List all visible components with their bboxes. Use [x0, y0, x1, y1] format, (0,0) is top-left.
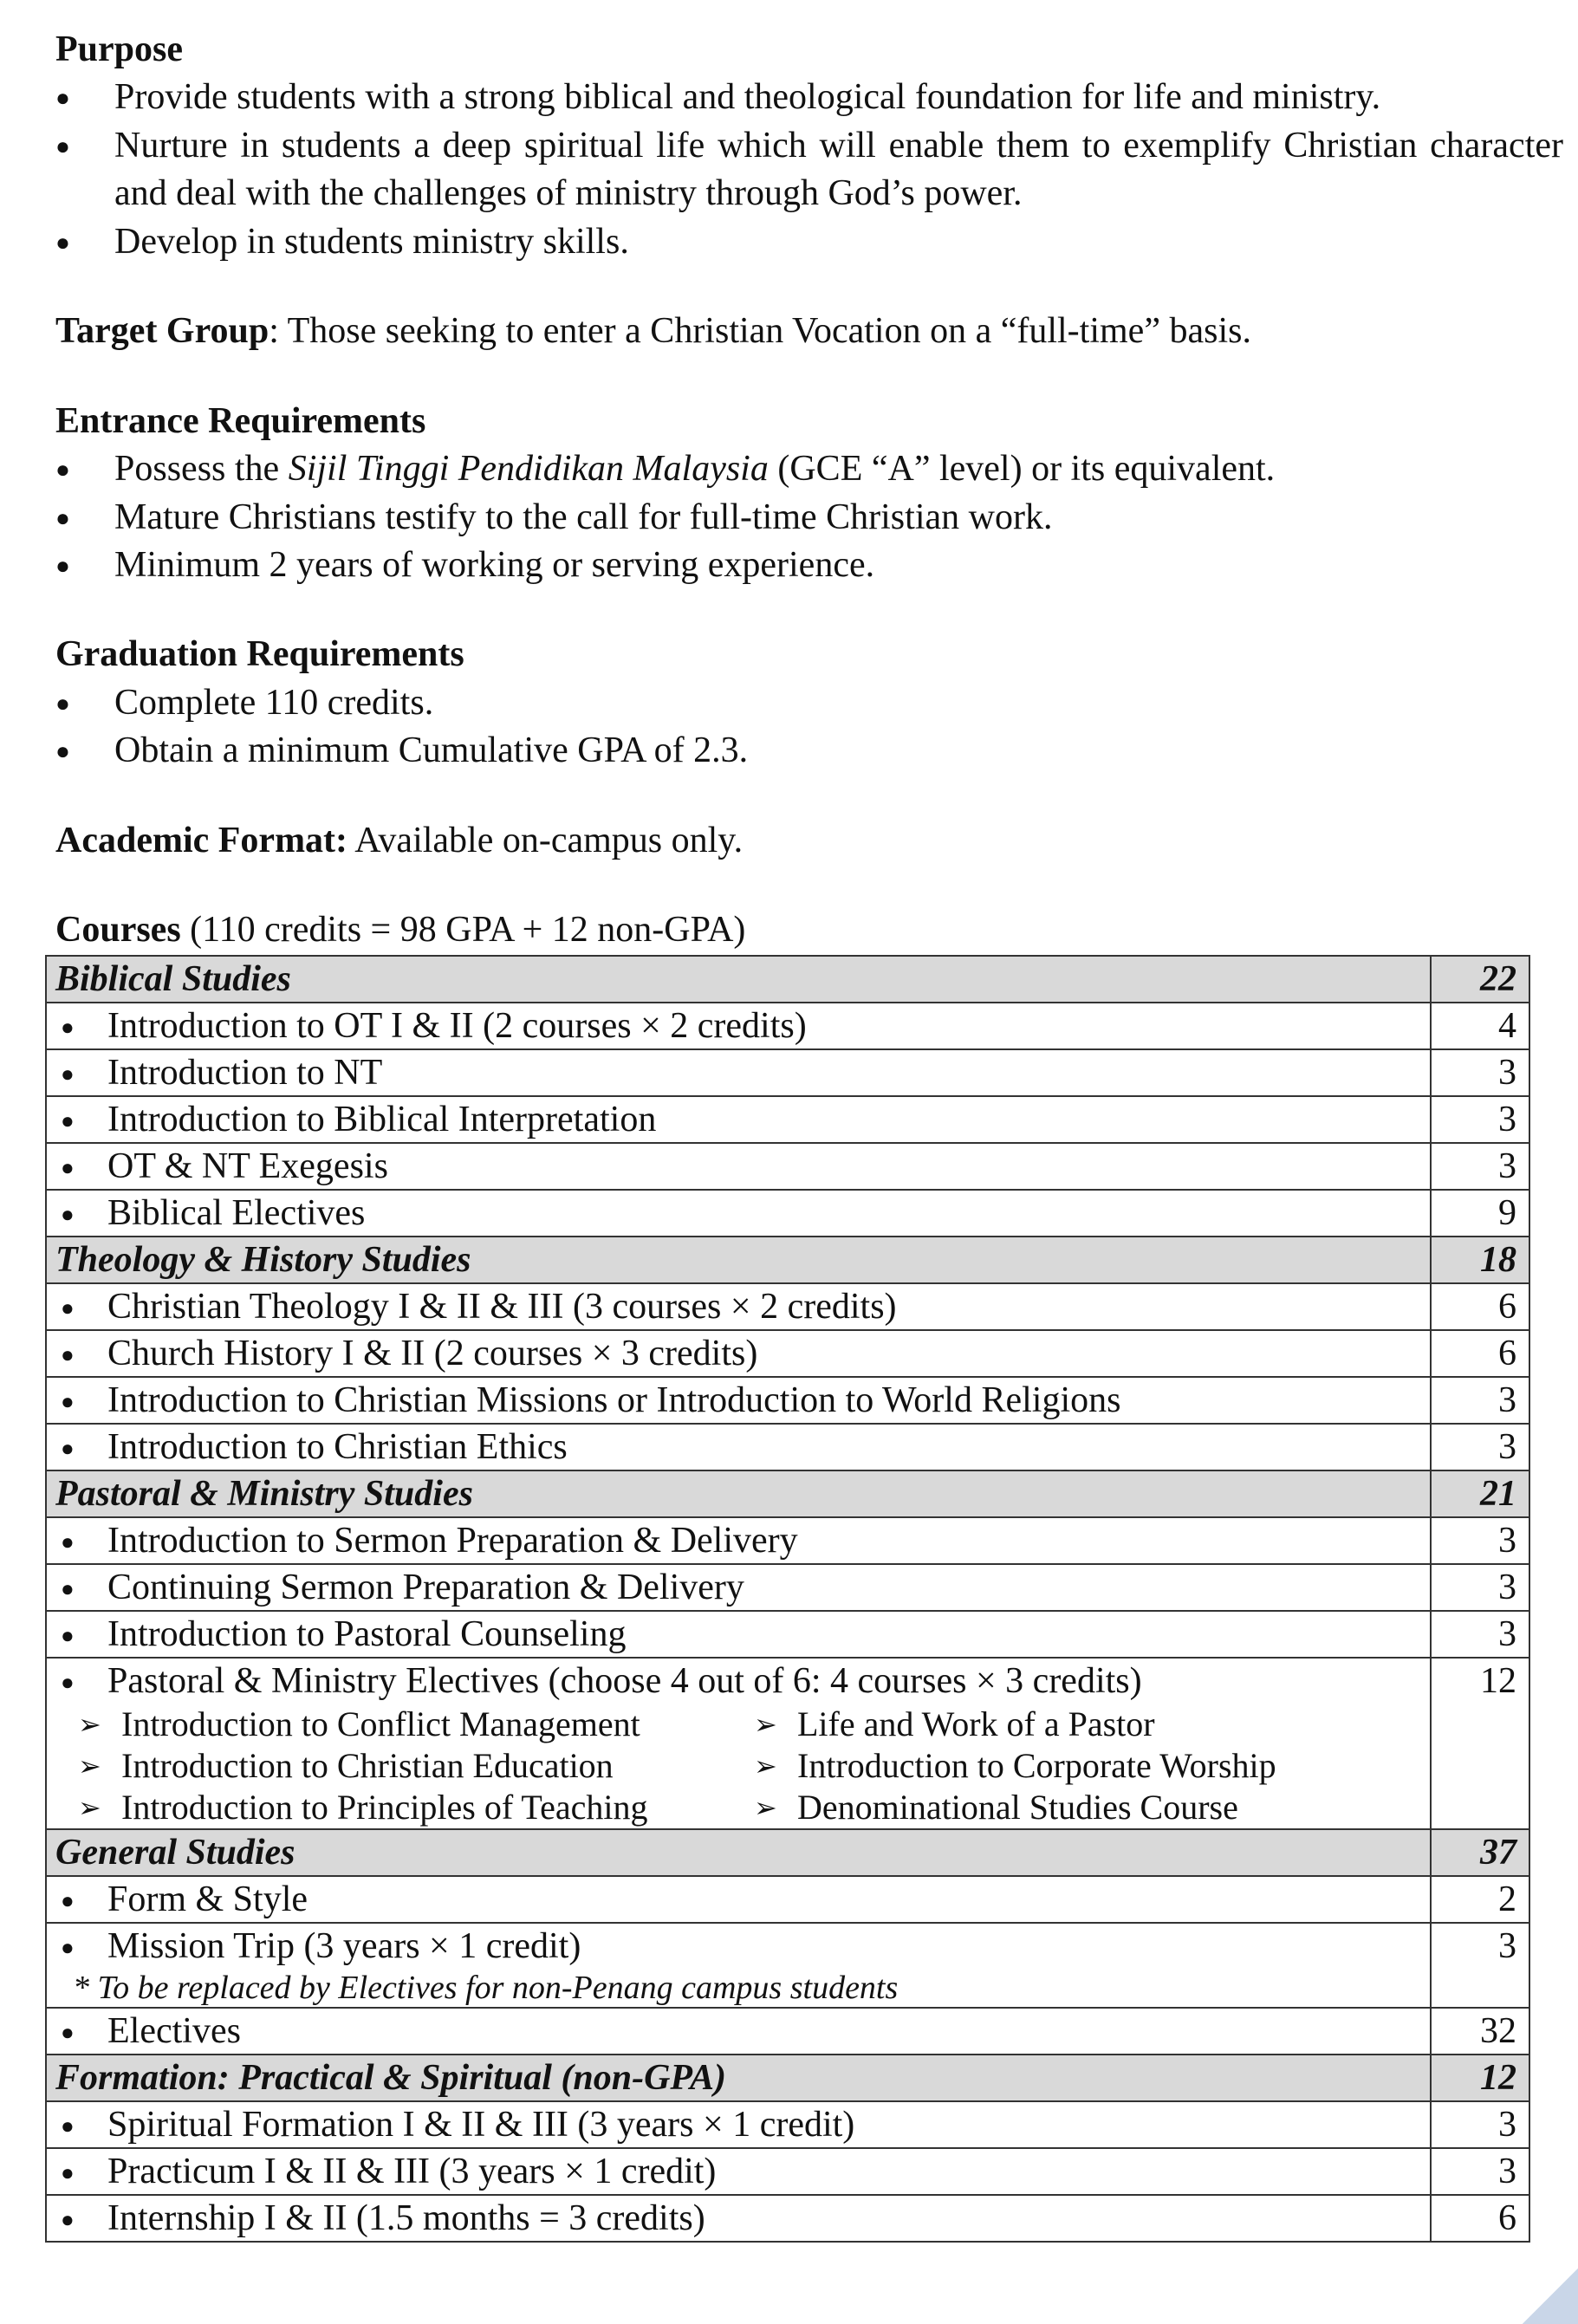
arrow-bullet-icon: ➢: [754, 1708, 777, 1740]
courses-label: Courses: [55, 910, 181, 951]
course-row: [46, 1517, 1529, 1564]
course-credits: 3: [1431, 2148, 1529, 2195]
course-name: Church History I & II (2 courses × 3 credits): [107, 1333, 758, 1373]
course-credits: 3: [1431, 1424, 1529, 1470]
course-name: Biblical Electives: [107, 1192, 366, 1233]
arrow-bullet-icon: ➢: [78, 1749, 101, 1782]
course-row: [46, 1611, 1529, 1658]
graduation-section: [55, 631, 1563, 775]
purpose-heading: Purpose: [55, 29, 183, 69]
arrow-bullet-icon: ➢: [754, 1791, 777, 1823]
course-name: Pastoral & Ministry Electives (choose 4 out of 6: 4 courses × 3 credits): [107, 1660, 1142, 1701]
courses-table: [45, 955, 1530, 2243]
bullet-icon: ●: [61, 1669, 75, 1695]
courses-text: (110 credits = 98 GPA + 12 non-GPA): [180, 910, 746, 951]
course-row: [46, 1143, 1529, 1190]
entrance-section: [55, 398, 1563, 590]
course-row: [46, 1876, 1529, 1923]
course-row: [46, 1283, 1529, 1330]
category-total: 21: [1431, 1470, 1529, 1517]
course-credits: 32: [1431, 2008, 1529, 2055]
arrow-bullet-icon: ➢: [754, 1749, 777, 1782]
course-name: OT & NT Exegesis: [107, 1146, 388, 1186]
course-row: [46, 1330, 1529, 1377]
course-name: Internship I & II (1.5 months = 3 credits): [107, 2197, 705, 2238]
entrance-item: [55, 445, 1563, 493]
elective-option: ➢ Denominational Studies Course: [754, 1787, 1238, 1827]
category-total: 22: [1431, 956, 1529, 1003]
arrow-bullet-icon: ➢: [78, 1791, 101, 1823]
category-row: [46, 956, 1529, 1003]
bullet-icon: ●: [61, 1575, 75, 1601]
graduation-list: [55, 679, 1563, 776]
academic-format-label: Academic Format:: [55, 820, 348, 860]
course-credits: 2: [1431, 1876, 1529, 1923]
course-row: [46, 2195, 1529, 2242]
course-row: [46, 2008, 1529, 2055]
course-row: [46, 1190, 1529, 1237]
course-row: [46, 2148, 1529, 2195]
purpose-list: [55, 74, 1563, 266]
course-name: Electives: [107, 2010, 241, 2051]
entrance-item-italic: Sijil Tinggi Pendidikan Malaysia: [288, 449, 769, 490]
course-credits: 6: [1431, 1330, 1529, 1377]
arrow-bullet-icon: ➢: [78, 1708, 101, 1740]
elective-options: [68, 1704, 1421, 1828]
course-row: [46, 1003, 1529, 1049]
course-name: Introduction to OT I & II (2 courses × 2 credits): [107, 1005, 807, 1046]
bullet-icon: ●: [61, 1622, 75, 1648]
course-name: Continuing Sermon Preparation & Delivery: [107, 1567, 744, 1607]
entrance-list: [55, 445, 1563, 589]
bullet-icon: ●: [61, 2206, 75, 2232]
academic-format-section: [55, 817, 1563, 865]
course-credits: 9: [1431, 1190, 1529, 1237]
course-row: [46, 1096, 1529, 1143]
course-name: Christian Theology I & II & III (3 courses × 2 credits): [107, 1286, 897, 1327]
course-row: [46, 2101, 1529, 2148]
category-row: [46, 1237, 1529, 1283]
document-page: [55, 26, 1563, 2243]
course-row: [46, 1658, 1529, 1829]
course-row: [46, 1424, 1529, 1470]
elective-option: ➢ Introduction to Christian Education: [78, 1745, 614, 1785]
category-title: Formation: Practical & Spiritual (non-GPA): [46, 2055, 1431, 2101]
course-credits: 6: [1431, 1283, 1529, 1330]
academic-format-text: Available on-campus only.: [347, 820, 744, 860]
course-credits: 3: [1431, 1049, 1529, 1096]
course-name: Introduction to Biblical Interpretation: [107, 1099, 657, 1139]
category-row: [46, 1470, 1529, 1517]
course-credits: 6: [1431, 2195, 1529, 2242]
bullet-icon: ●: [61, 1934, 75, 1960]
course-name: Mission Trip (3 years × 1 credit): [107, 1925, 581, 1966]
course-credits: 3: [1431, 1096, 1529, 1143]
course-credits: 3: [1431, 1923, 1529, 2008]
bullet-icon: ●: [61, 2019, 75, 2045]
elective-option: ➢ Introduction to Conflict Management: [78, 1704, 640, 1743]
bullet-icon: ●: [61, 1295, 75, 1321]
graduation-item: ● Obtain a minimum Cumulative GPA of 2.3.: [55, 727, 1563, 775]
purpose-item: ● Develop in students ministry skills.: [55, 218, 1563, 266]
category-title: General Studies: [46, 1829, 1431, 1876]
entrance-item: ● Mature Christians testify to the call for full-time Christian work.: [55, 494, 1563, 542]
course-name: Introduction to Christian Ethics: [107, 1426, 568, 1467]
bullet-icon: ●: [61, 1388, 75, 1414]
bullet-icon: ●: [61, 1154, 75, 1180]
category-title: Pastoral & Ministry Studies: [46, 1470, 1431, 1517]
bullet-icon: ●: [61, 1887, 75, 1913]
category-total: 18: [1431, 1237, 1529, 1283]
course-note: * To be replaced by Electives for non-Penang campus students: [73, 1969, 899, 2006]
bullet-icon: ●: [61, 1107, 75, 1133]
course-row: [46, 1923, 1529, 2008]
category-row: [46, 1829, 1529, 1876]
course-row: [46, 1049, 1529, 1096]
category-total: 37: [1431, 1829, 1529, 1876]
course-credits: 3: [1431, 1517, 1529, 1564]
entrance-item: ● Minimum 2 years of working or serving experience.: [55, 542, 1563, 589]
entrance-heading: Entrance Requirements: [55, 400, 426, 441]
purpose-section: [55, 26, 1563, 266]
course-credits: 3: [1431, 1564, 1529, 1611]
category-row: [46, 2055, 1529, 2101]
course-credits: 3: [1431, 1611, 1529, 1658]
category-title: Biblical Studies: [46, 956, 1431, 1003]
elective-option: ➢ Life and Work of a Pastor: [754, 1704, 1155, 1743]
bullet-icon: ●: [61, 1435, 75, 1461]
bullet-icon: ●: [61, 1014, 75, 1040]
course-credits: 3: [1431, 2101, 1529, 2148]
entrance-item-post: (GCE “A” level) or its equivalent.: [768, 449, 1276, 490]
course-credits: 12: [1431, 1658, 1529, 1829]
bullet-icon: ●: [61, 1201, 75, 1227]
elective-option: ➢ Introduction to Principles of Teaching: [78, 1787, 648, 1827]
bullet-icon: ●: [61, 1341, 75, 1367]
courses-section: [55, 906, 1563, 2242]
course-credits: 3: [1431, 1143, 1529, 1190]
bullet-icon: ●: [61, 2113, 75, 2139]
graduation-item: ● Complete 110 credits.: [55, 679, 1563, 727]
course-name: Practicum I & II & III (3 years × 1 credit): [107, 2151, 717, 2191]
course-row: [46, 1377, 1529, 1424]
bullet-icon: ●: [61, 1529, 75, 1555]
course-row: [46, 1564, 1529, 1611]
purpose-item: ● Nurture in students a deep spiritual life which will enable them to exemplify Christian character and deal with the challenges of ministry through God’s power.: [55, 122, 1563, 218]
course-name: Spiritual Formation I & II & III (3 years × 1 credit): [107, 2104, 855, 2145]
course-name: Introduction to Christian Missions or Introduction to World Religions: [107, 1379, 1121, 1420]
course-name: Introduction to Sermon Preparation & Delivery: [107, 1520, 798, 1561]
category-total: 12: [1431, 2055, 1529, 2101]
course-name: Introduction to Pastoral Counseling: [107, 1613, 627, 1654]
course-credits: 4: [1431, 1003, 1529, 1049]
bullet-icon: ●: [61, 2159, 75, 2185]
bullet-icon: ●: [61, 1061, 75, 1087]
target-group-text: : Those seeking to enter a Christian Vocation on a “full-time” basis.: [269, 311, 1251, 352]
elective-option: ➢ Introduction to Corporate Worship: [754, 1745, 1276, 1785]
course-name: Introduction to NT: [107, 1052, 383, 1093]
course-credits: 3: [1431, 1377, 1529, 1424]
page-curl-decoration: [1500, 2263, 1578, 2324]
target-group-section: [55, 308, 1563, 355]
entrance-item-pre: Possess the: [114, 449, 289, 490]
category-title: Theology & History Studies: [46, 1237, 1431, 1283]
purpose-item: ● Provide students with a strong biblical and theological foundation for life and ministry.: [55, 74, 1563, 121]
target-group-label: Target Group: [55, 311, 269, 352]
graduation-heading: Graduation Requirements: [55, 634, 464, 675]
course-name: Form & Style: [107, 1879, 308, 1919]
